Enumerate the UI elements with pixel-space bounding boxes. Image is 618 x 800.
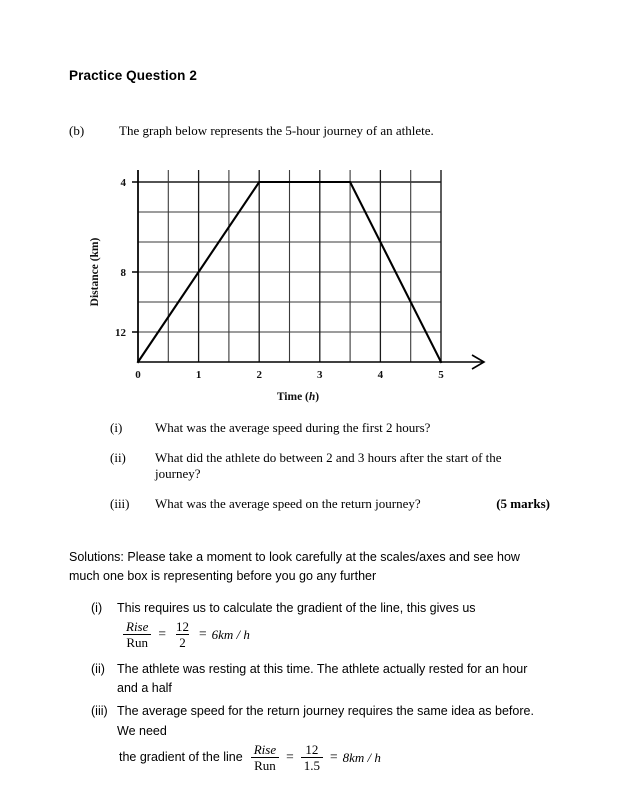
page-title: Practice Question 2 — [69, 68, 197, 83]
question-b-block — [69, 123, 549, 139]
fraction-numerator: 12 — [305, 742, 319, 758]
solutions-intro-text: Solutions: Please take a moment to look carefully at the scales/axes and see how much one box is representing before you go any further — [69, 550, 520, 584]
fraction-numerator: 12 — [176, 619, 190, 635]
fraction-denominator: 1.5 — [301, 757, 323, 772]
fraction-12-over-2 — [173, 620, 192, 650]
question-part-iii-text: What was the average speed on the return journey? — [155, 496, 421, 511]
question-part-i — [110, 420, 550, 436]
fraction-12-over-1point5 — [301, 743, 323, 773]
x-tick-label-4: 4 — [377, 369, 384, 381]
solution-iii-label: (iii) — [91, 704, 108, 719]
equals-sign-1: = — [286, 749, 294, 765]
solution-iii-result: 8km / h — [342, 749, 381, 765]
marks-label: (5 marks) — [496, 496, 550, 511]
question-part-i-label: (i) — [110, 420, 123, 435]
fraction-rise-run-2 — [251, 743, 279, 773]
solution-iii-text2: the gradient of the line — [119, 750, 243, 765]
distance-time-graph — [60, 150, 540, 420]
fraction-numerator: Rise — [126, 619, 149, 635]
x-tick-label-3: 3 — [317, 369, 323, 381]
x-axis — [138, 355, 484, 369]
question-part-ii-text: What did the athlete do between 2 and 3 hours after the start of the journey? — [155, 450, 502, 481]
solution-ii-label: (ii) — [91, 661, 105, 676]
x-axis-title: Time (h) — [276, 391, 320, 403]
y-axis — [132, 170, 138, 362]
solution-iii-text: The average speed for the return journey requires the same idea as before. We need — [117, 704, 534, 738]
question-parts-list — [110, 420, 550, 526]
x-tick-label-1: 1 — [195, 369, 202, 381]
solution-item-iii — [69, 702, 549, 778]
question-part-ii-label: (ii) — [110, 450, 126, 465]
equals-sign-2: = — [199, 626, 207, 642]
solution-iii-formula — [117, 743, 549, 773]
question-part-ii — [110, 450, 550, 482]
y-tick-label-8: 8 — [120, 267, 126, 279]
fraction-denominator: Run — [251, 757, 279, 772]
solution-i-result: 6km / h — [211, 626, 250, 642]
x-tick-label-0: 0 — [135, 369, 141, 381]
solutions-section — [69, 548, 549, 783]
question-b-text: The graph below represents the 5-hour journey of an athlete. — [119, 123, 434, 138]
solution-i-formula — [117, 620, 549, 650]
fraction-denominator: Run — [123, 634, 151, 649]
question-part-iii-label: (iii) — [110, 496, 130, 511]
equals-sign-1: = — [158, 626, 167, 642]
solution-i-text: This requires us to calculate the gradient of the line, this gives us — [117, 600, 476, 615]
fraction-numerator: Rise — [253, 742, 277, 758]
y-tick-label-12: 12 — [115, 327, 126, 339]
solution-item-i — [69, 599, 549, 656]
question-part-i-text: What was the average speed during the first 2 hours? — [155, 420, 431, 435]
grid-lines — [138, 170, 441, 362]
y-tick-label-4: 4 — [120, 177, 126, 189]
question-part-iii — [110, 496, 550, 512]
question-b-label: (b) — [69, 123, 85, 138]
fraction-denominator: 2 — [176, 634, 189, 649]
solution-i-label: (i) — [91, 600, 103, 615]
x-tick-label-2: 2 — [256, 369, 262, 381]
equals-sign-2: = — [329, 749, 338, 765]
y-axis-title: Distance (km) — [89, 237, 101, 307]
question-b-row — [69, 123, 549, 139]
solution-item-ii — [69, 660, 549, 699]
solution-ii-text: The athlete was resting at this time. The athlete actually rested for an hour and a half — [117, 661, 528, 695]
x-tick-label-5: 5 — [438, 369, 444, 381]
graph-svg — [60, 150, 540, 420]
fraction-rise-run-1 — [123, 620, 151, 650]
